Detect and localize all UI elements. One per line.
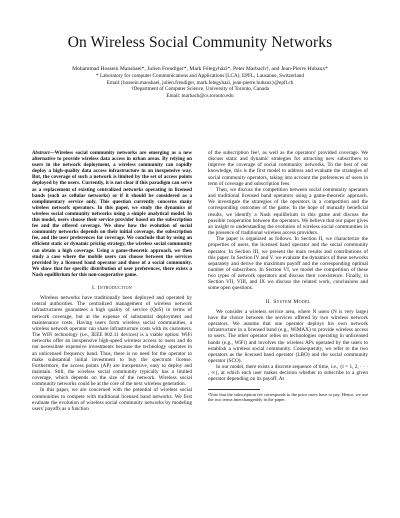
affiliation-epfl: * Laboratory for computer Communications and Applications (LCA), EPFL, Lausanne, Switzerland xyxy=(96,73,304,79)
intro-paragraph-2: In this paper, we are concerned with the potential of wireless social communities to compete with traditional licensed band networks. We first evaluate the evolution of wireless social community networks by modeling users' payoffs as a function xyxy=(32,387,192,412)
section-heading-introduction: I. Introduction xyxy=(92,284,132,291)
abstract xyxy=(32,150,192,278)
intro-paragraph-4: Then, we discuss the competition between social community operators and traditional licensed band operators using a game-theoretic approach. We investigate the strategies of the operators in a competition and the corresponding outcomes of the game. In the hope of mutually beneficial results, we identify a Nash equilibrium in this game and discuss the possible cooperation between the operators. We believe that our paper gives an insight to understanding the evolution of wireless social communities in the presence of traditional wireless access providers. xyxy=(208,186,368,237)
intro-paragraph-3: of the subscription fee¹, as well as the operators' provided coverage. We discuss static and dynamic strategies for attracting new subscribers to improve the coverage of social community networks. To the best of our knowledge, this is the first model to address and evaluate the strategies of social community operators, taking into account the preferences of users in term of coverage and subscription fees. xyxy=(208,150,368,187)
author-list: Mohammad Hossein Manshaei*, Julien Freudiger*, Mark Félegyházi*, Peter Marbach†, and Jean-Pierre Hubaux* xyxy=(72,66,328,72)
paper-header xyxy=(20,34,380,99)
section-heading-system-model: II. System Model xyxy=(265,298,311,305)
intro-paragraph-5: The paper is organized as follows. In Section II, we characterize the properties of users, the licensed band operator and the social community operator. In Section III, we present the main results and contributions of this paper. In Section IV and V, we evaluate the dynamics of these networks separately and derive the maximum payoff and the corresponding optimal number of subscribers. In Section VI, we model the competition of these two types of network operators and discuss their coexistence. Finally, in Section VII, VIII, and IX we discuss the related work, conclusions and some open questions. xyxy=(208,236,368,292)
paper-title: On Wireless Social Community Networks xyxy=(67,34,333,51)
model-paragraph-2: In our model, there exists a discrete sequence of time, i.e., {t = 1, 2, · · · , ∞}, at which each user makes decision whether to subscribe to a given operator depending on its payoff. At xyxy=(208,364,368,383)
intro-paragraph-1: Wireless networks have traditionally been deployed and operated by central authorities. The centralized management of wireless network infrastructures guarantees a high quality of service (QoS) in terms of network coverage, but at the expense of substantial deployment and maintenance costs. Having users form wireless social communities, a wireless network operator can share infrastructure costs with its customers. The WiFi technology (i.e., IEEE 802.11 devices) is a viable option: WiFi networks offer an inexpensive high-speed wireless access to users and do not necessitate expensive investments because the technology operates in an unlicensed frequency band. Thus, there is no need for the operator to make substantial initial investment to buy the spectrum license. Furthermore, the access points (AP) are inexpensive, easy to deploy and maintain. Still, the wireless social community typically has a limited coverage, which depends on the size of the network. Wireless social community networks could be at the core of the next wireless generation. xyxy=(32,295,192,388)
email-toronto: Email: marbach@cs.toronto.edu xyxy=(166,92,234,99)
model-paragraph-1: We consider a wireless service area, where N users (N is very large) have the choice between the services offered by two wireless network operators. We assume that one operator deploys his own network infrastructure in a licensed band (e.g., WiMAX) to provide wireless access to users. The other operator relies on technologies operating in unlicensed bands (e.g., WiFi) and involves the wireless APs operated by the users to establish a wireless social community. Consequently, we refer to the two operators as the licensed band operator (LBO) and the social community operator (SCO). xyxy=(208,308,368,364)
footnote-rule xyxy=(208,389,260,390)
abstract-text: —Wireless social community networks are emerging as a new alternative to provide wireless data access in urban areas. By relying on users in the network deployment, a wireless community can rapidly deploy a high-quality data access infrastructure in an inexpensive way. But, the coverage of such a network is limited by the set of access points deployed by the users. Currently, it is not clear if this paradigm can serve as a replacement of existing centralized networks operating in licensed bands (such as cellular networks) or if it should be considered as a complimentary service only. This question currently concerns many wireless network operators. In this paper, we study the dynamics of wireless social community networks using a simple analytical model. In this model, users choose their service provider based on the subscription fee and the offered coverage. We show how the evolution of social community networks depends on their initial coverage, the subscription fee, and the user preferences for coverage. We conclude that by using an efficient static or dynamic pricing strategy, the wireless social community can obtain a high coverage. Using a game-theoretic approach, we then study a case where the mobile users can choose between the services provided by a licensed band operator and those of a social community. We show that for specific distribution of user preferences, there exists a Nash equilibrium for this non-cooperative game. xyxy=(32,150,192,278)
footnote: ¹Note that the subscription fee corresponds to the price users have to pay. Hence, we use the two terms interchangeably in the paper. xyxy=(208,391,368,403)
affiliation-toronto: †Department of Computer Science, University of Toronto, Canada xyxy=(131,86,269,93)
left-column xyxy=(32,150,192,412)
email-epfl: Email:{hossein.manshaei, julien.freudiger, mark.felegyhazi, jean-pierre.hubaux}@epfl.ch xyxy=(106,79,294,86)
body-columns xyxy=(32,150,368,510)
abstract-label: Abstract xyxy=(32,150,50,156)
right-column xyxy=(208,150,368,402)
